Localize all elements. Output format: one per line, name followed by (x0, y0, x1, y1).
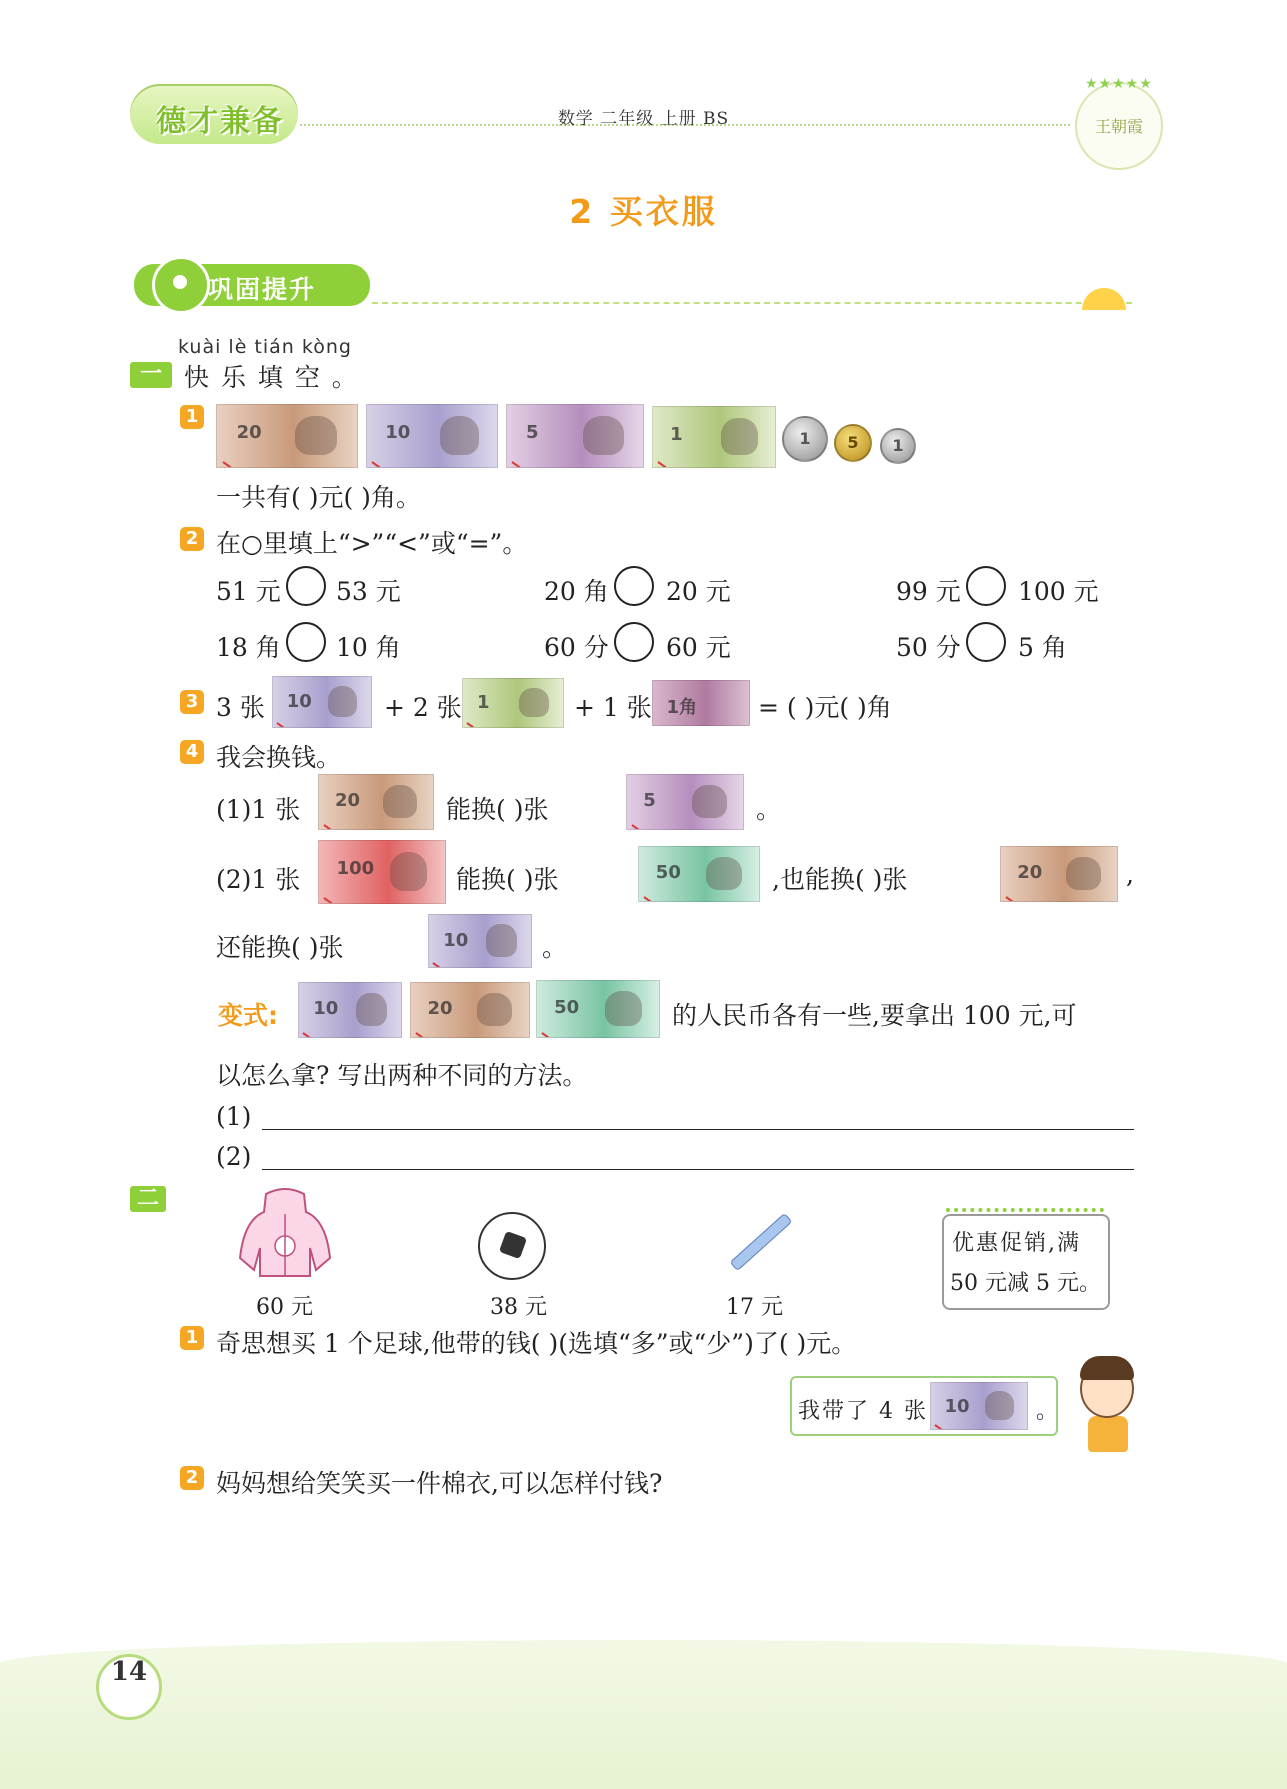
price-football: 38 元 (490, 1295, 547, 1320)
banknote-20: 20 (216, 404, 358, 468)
boy-illustration (1088, 1416, 1128, 1452)
question-text: 我会换钱。 (216, 743, 342, 772)
compare-right: 5 角 (1018, 633, 1067, 662)
banknote-1-jiao: 1角 (652, 680, 750, 726)
banknote-10: 10 (930, 1382, 1028, 1430)
question-text: 妈妈想给笑笑买一件棉衣,可以怎样付钱? (216, 1469, 663, 1498)
banknote-5: 5 (626, 774, 744, 830)
compare-right: 53 元 (336, 577, 401, 606)
answer-line-label: (1) (216, 1102, 252, 1131)
promo-line: 优惠促销,满 (952, 1231, 1081, 1256)
variant-text: 的人民币各有一些,要拿出 100 元,可 (672, 1001, 1077, 1030)
section-number-1: 一 (130, 362, 172, 388)
compare-left: 20 角 (544, 577, 609, 606)
compare-right: 20 元 (666, 577, 731, 606)
count-text: + 2 张 (384, 693, 462, 722)
page-number: 14 (96, 1654, 162, 1720)
whale-icon (152, 256, 210, 314)
question-number: 2 (180, 1466, 204, 1490)
variant-text: 以怎么拿? 写出两种不同的方法。 (216, 1061, 588, 1090)
seal-logo (1075, 76, 1163, 170)
coin-1-jiao: 1 (880, 428, 916, 464)
exchange-text: 。 (756, 795, 782, 824)
section-banner-label: 巩固提升 (208, 275, 317, 304)
page-title: 2 买衣服 (569, 192, 718, 231)
banknote-50: 50 (536, 980, 660, 1038)
variant-label: 变式: (218, 1001, 278, 1030)
exchange-text: (1)1 张 (216, 795, 301, 824)
exchange-text: , (1126, 860, 1134, 889)
exchange-text: 能换( )张 (446, 795, 549, 824)
exchange-text: 还能换( )张 (216, 933, 344, 962)
speech-bubble (790, 1376, 1058, 1436)
pinyin: kuài lè tián kòng (178, 336, 352, 358)
compare-left: 18 角 (216, 633, 281, 662)
compare-left: 51 元 (216, 577, 281, 606)
promo-line: 50 元减 5 元。 (950, 1271, 1101, 1296)
banknote-10: 10 (272, 676, 372, 728)
compare-right: 10 角 (336, 633, 401, 662)
padded-coat-image (236, 1188, 334, 1280)
football-image (478, 1212, 546, 1280)
section-number-2: 二 (130, 1186, 166, 1212)
question-number: 3 (180, 690, 204, 714)
exchange-text: (2)1 张 (216, 865, 301, 894)
banknote-20: 20 (410, 982, 530, 1038)
question-text: 一共有( )元( )角。 (216, 483, 421, 512)
banknote-20: 20 (318, 774, 434, 830)
exchange-text: 能换( )张 (456, 865, 559, 894)
bubble-text: 我带了 4 张 (798, 1399, 928, 1424)
exchange-text: 。 (542, 933, 568, 962)
seal-text: 王朝霞 (1094, 117, 1143, 136)
banknote-20: 20 (1000, 846, 1118, 902)
question-number: 1 (180, 1326, 204, 1350)
count-text: 3 张 (216, 693, 265, 722)
promo-decoration (946, 1208, 1104, 1212)
footer-background (0, 1662, 1287, 1789)
answer-circle[interactable] (614, 622, 654, 662)
count-text: + 1 张 (574, 693, 652, 722)
boy-hair (1080, 1356, 1134, 1380)
compare-right: 100 元 (1018, 577, 1099, 606)
banknote-10: 10 (428, 914, 532, 968)
stars-icon: ★★★★★ (1085, 76, 1153, 92)
banner-divider (372, 302, 1132, 304)
answer-circle[interactable] (966, 566, 1006, 606)
compare-left: 50 分 (896, 633, 961, 662)
coin-5-jiao: 5 (834, 424, 872, 462)
promo-box (942, 1214, 1110, 1310)
price-coat: 60 元 (256, 1295, 313, 1320)
banknote-50: 50 (638, 846, 760, 902)
banknote-10: 10 (366, 404, 498, 468)
coin-1-yuan: 1 (782, 416, 828, 462)
answer-text: = ( )元( )角 (758, 693, 892, 722)
section-heading-1: 快 乐 填 空 。 (184, 363, 359, 392)
question-text: 奇思想买 1 个足球,他带的钱( )(选填“多”或“少”)了( )元。 (216, 1329, 857, 1358)
price-pen: 17 元 (726, 1295, 783, 1320)
compare-left: 60 分 (544, 633, 609, 662)
answer-line[interactable] (262, 1169, 1134, 1170)
header-info: 数学 二年级 上册 BS (557, 109, 730, 129)
bubble-text: 。 (1036, 1399, 1059, 1424)
compare-left: 99 元 (896, 577, 961, 606)
sun-icon (1082, 288, 1126, 310)
question-number: 2 (180, 527, 204, 551)
banknote-1: 1 (652, 406, 776, 468)
answer-line[interactable] (262, 1129, 1134, 1130)
answer-circle[interactable] (966, 622, 1006, 662)
answer-circle[interactable] (286, 622, 326, 662)
compare-right: 60 元 (666, 633, 731, 662)
answer-circle[interactable] (614, 566, 654, 606)
question-number: 4 (180, 740, 204, 764)
banknote-100: 100 (318, 840, 446, 904)
logo-text: 德才兼备 (156, 104, 284, 139)
question-number: 1 (180, 405, 204, 429)
pen-image (729, 1213, 792, 1271)
answer-circle[interactable] (286, 566, 326, 606)
exchange-text: ,也能换( )张 (772, 865, 908, 894)
banknote-1: 1 (462, 678, 564, 728)
answer-line-label: (2) (216, 1142, 252, 1171)
banknote-10: 10 (298, 982, 402, 1038)
banknote-5: 5 (506, 404, 644, 468)
question-text: 在○里填上“>”“<”或“=”。 (216, 529, 528, 558)
